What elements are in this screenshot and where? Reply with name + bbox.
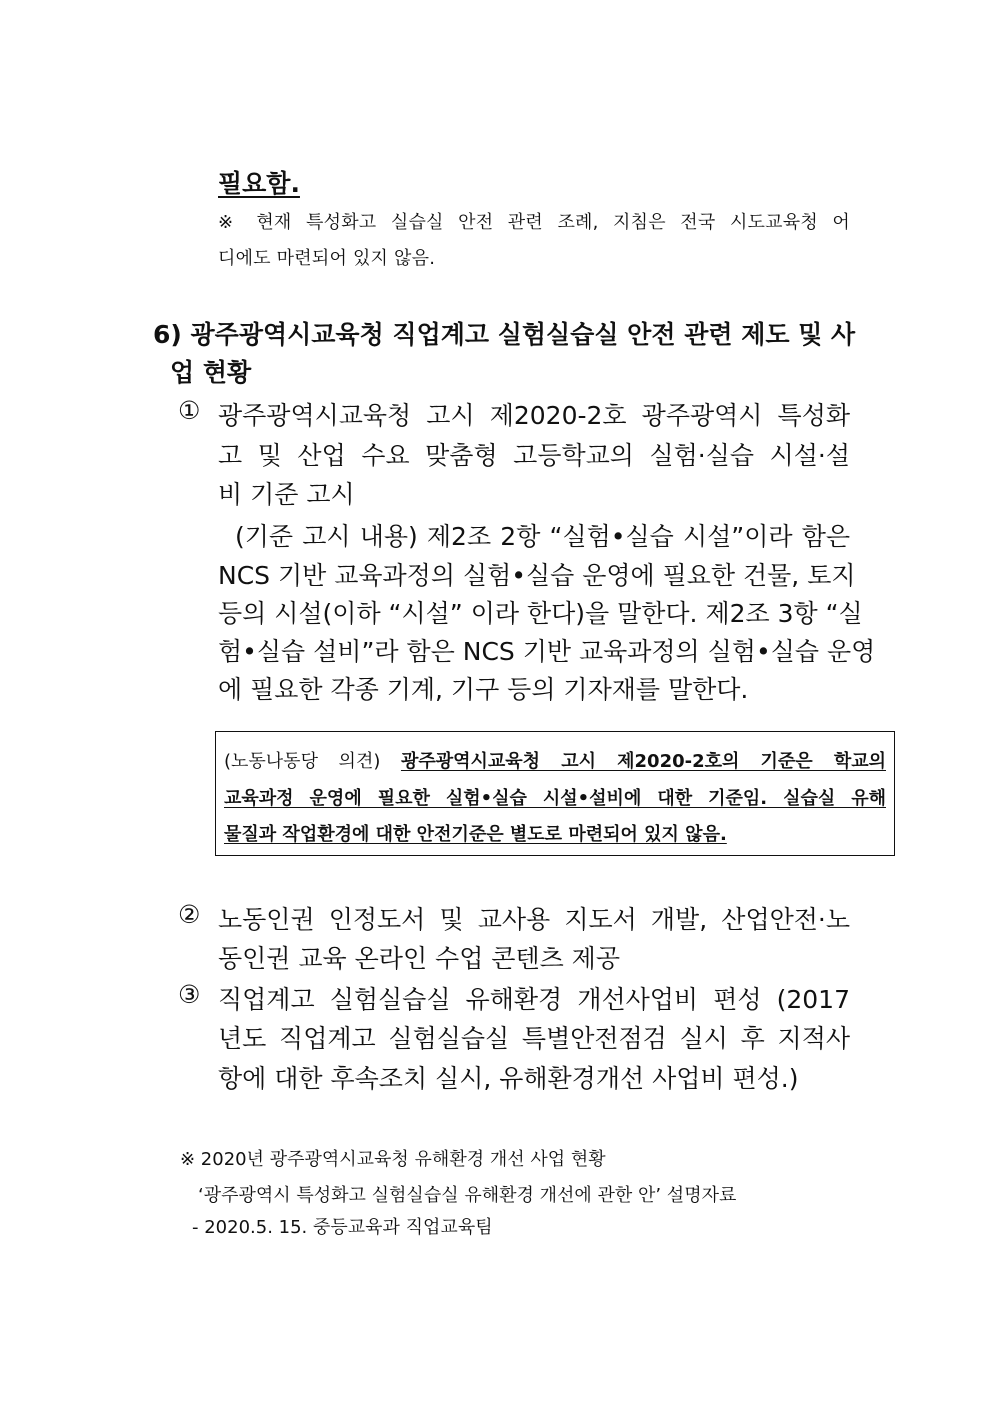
item-1-marker: ①: [178, 396, 201, 425]
section-heading-line-2: 업 현황: [170, 358, 252, 387]
footnote-line-3: - 2020.5. 15. 중등교육과 직업교육팀: [192, 1217, 493, 1238]
intro-note-line-1: ※ 현재 특성화고 실습실 안전 관련 조례, 지침은 전국 시도교육청 어: [218, 212, 850, 233]
detail-line-1: (기준 고시 내용) 제2조 2항 “실험•실습 시설”이라 함은: [235, 522, 850, 551]
item-2-line-1: 노동인권 인정도서 및 교사용 지도서 개발, 산업안전·노: [218, 905, 850, 934]
opinion-box: [215, 731, 895, 856]
intro-note-line-2: 디에도 마련되어 있지 않음.: [218, 248, 436, 269]
opinion-label: (노동나동당 의견): [224, 751, 401, 772]
opinion-line-1: [224, 747, 886, 773]
item-3-line-1: 직업계고 실험실습실 유해환경 개선사업비 편성 (2017: [218, 985, 850, 1014]
item-2-marker: ②: [178, 900, 201, 929]
opinion-text-1: 광주광역시교육청 고시 제2020-2호의 기준은 학교의: [400, 751, 886, 772]
section-heading-line-1: 6) 광주광역시교육청 직업계고 실험실습실 안전 관련 제도 및 사: [153, 320, 856, 349]
intro-bold-line: 필요함.: [218, 169, 300, 198]
item-3-line-3: 항에 대한 후속조치 실시, 유해환경개선 사업비 편성.): [218, 1064, 799, 1093]
item-3-line-2: 년도 직업계고 실험실습실 특별안전점검 실시 후 지적사: [218, 1024, 850, 1053]
footnote-line-2: ‘광주광역시 특성화고 실험실습실 유해환경 개선에 관한 안’ 설명자료: [198, 1185, 737, 1206]
detail-line-4: 험•실습 설비”라 함은 NCS 기반 교육과정의 실험•실습 운영: [218, 637, 876, 666]
opinion-line-2: 교육과정 운영에 필요한 실험•실습 시설•설비에 대한 기준임. 실습실 유해: [224, 788, 886, 809]
item-1-line-3: 비 기준 고시: [218, 480, 355, 509]
detail-line-2: NCS 기반 교육과정의 실험•실습 운영에 필요한 건물, 토지: [218, 561, 856, 590]
detail-line-3: 등의 시설(이하 “시설” 이라 한다)을 말한다. 제2조 3항 “실: [218, 599, 863, 628]
footnote-line-1: ※ 2020년 광주광역시교육청 유해환경 개선 사업 현황: [180, 1149, 606, 1170]
item-1-line-2: 고 및 산업 수요 맞춤형 고등학교의 실험·실습 시설·설: [218, 441, 850, 470]
item-3-marker: ③: [178, 980, 201, 1009]
item-2-line-2: 동인권 교육 온라인 수업 콘텐츠 제공: [218, 944, 620, 973]
detail-line-5: 에 필요한 각종 기계, 기구 등의 기자재를 말한다.: [218, 675, 749, 704]
opinion-line-3: 물질과 작업환경에 대한 안전기준은 별도로 마련되어 있지 않음.: [224, 824, 727, 845]
item-1-line-1: 광주광역시교육청 고시 제2020-2호 광주광역시 특성화: [218, 401, 850, 430]
